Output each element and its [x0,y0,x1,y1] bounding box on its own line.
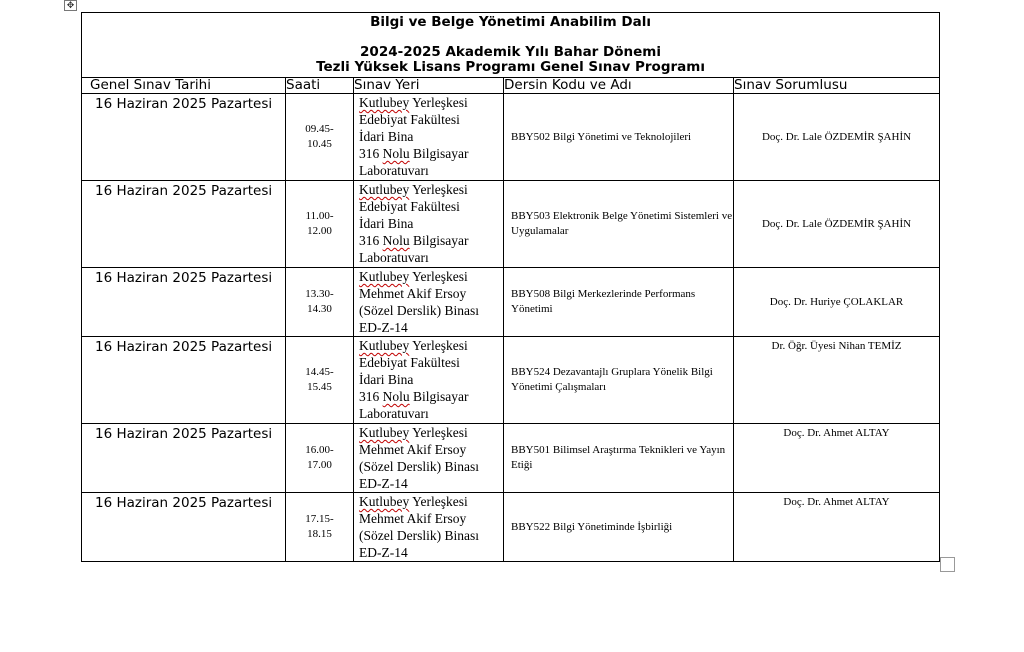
table-row [82,493,940,562]
place-line [359,424,503,441]
course-name: BBY522 Bilgi Yönetiminde İşbirliği [504,493,734,562]
program-title: Tezli Yüksek Lisans Programı Genel Sınav Programı [316,59,705,75]
exam-place [354,493,504,562]
place-line: İdari Bina [359,372,414,387]
exam-responsible: Doç. Dr. Ahmet ALTAY [734,424,940,493]
exam-date: 16 Haziran 2025 Pazartesi [82,181,286,268]
header-date: Genel Sınav Tarihi [82,78,286,94]
header-course: Dersin Kodu ve Adı [504,78,734,94]
place-line: ED-Z-14 [359,320,408,335]
place-line: Mehmet Akif Ersoy [359,511,467,526]
place-line: ED-Z-14 [359,476,408,491]
header-time: Saati [286,78,354,94]
department-title: Bilgi ve Belge Yönetimi Anabilim Dalı [370,14,651,30]
table-row [82,337,940,424]
time-start: 11.00- [305,210,334,222]
time-start: 17.15- [305,513,334,525]
place-text: Yerleşkesi [409,425,468,440]
exam-date: 16 Haziran 2025 Pazartesi [82,268,286,337]
title-row [82,13,940,78]
time-end: 10.45 [307,138,332,150]
course-name: BBY508 Bilgi Merkezlerinde Performans Yönetimi [504,268,734,337]
exam-time [286,493,354,562]
place-line [359,268,503,285]
exam-place [354,181,504,268]
spellcheck-word[interactable]: Kutlubey [359,425,410,440]
exam-schedule-table [81,12,940,562]
exam-place [354,337,504,424]
header-row [82,78,940,94]
place-text: Bilgisayar [409,146,469,161]
time-start: 16.00- [305,444,334,456]
place-text: Bilgisayar [409,389,469,404]
place-line: (Sözel Derslik) Binası [359,303,479,318]
exam-time [286,94,354,181]
place-line: Laboratuvarı [359,250,429,265]
spellcheck-word[interactable]: Kutlubey [359,182,410,197]
place-line [359,94,503,111]
time-end: 14.30 [307,303,332,315]
place-text: Yerleşkesi [409,182,468,197]
time-start: 14.45- [305,366,334,378]
place-text: Yerleşkesi [409,494,468,509]
place-text: 316 [359,233,383,248]
course-name: BBY501 Bilimsel Araştırma Teknikleri ve Yayın Etiği [504,424,734,493]
time-start: 13.30- [305,288,334,300]
exam-place [354,268,504,337]
header-responsible: Sınav Sorumlusu [734,78,940,94]
time-end: 18.15 [307,528,332,540]
table-move-handle-icon[interactable]: ✥ [64,0,77,11]
exam-time [286,424,354,493]
exam-date: 16 Haziran 2025 Pazartesi [82,424,286,493]
table-row [82,94,940,181]
place-text: Yerleşkesi [409,95,468,110]
exam-time [286,181,354,268]
spellcheck-word[interactable]: Kutlubey [359,338,410,353]
place-line: İdari Bina [359,216,414,231]
table-row [82,424,940,493]
place-line [359,181,503,198]
place-line: Mehmet Akif Ersoy [359,442,467,457]
time-start: 09.45- [305,123,334,135]
place-line: Laboratuvarı [359,406,429,421]
exam-responsible: Doç. Dr. Ahmet ALTAY [734,493,940,562]
place-line [359,145,503,162]
exam-time [286,337,354,424]
exam-responsible: Doç. Dr. Huriye ÇOLAKLAR [734,268,940,337]
spellcheck-word[interactable]: Kutlubey [359,95,410,110]
place-line: Edebiyat Fakültesi [359,112,460,127]
place-line: Edebiyat Fakültesi [359,355,460,370]
time-end: 17.00 [307,459,332,471]
exam-responsible: Dr. Öğr. Üyesi Nihan TEMİZ [734,337,940,424]
place-text: Yerleşkesi [409,338,468,353]
exam-responsible: Doç. Dr. Lale ÖZDEMİR ŞAHİN [734,94,940,181]
place-line: (Sözel Derslik) Binası [359,459,479,474]
spellcheck-word[interactable]: Kutlubey [359,494,410,509]
place-text: 316 [359,389,383,404]
spellcheck-word[interactable]: Nolu [382,389,410,404]
exam-place [354,94,504,181]
exam-responsible: Doç. Dr. Lale ÖZDEMİR ŞAHİN [734,181,940,268]
place-line: Mehmet Akif Ersoy [359,286,467,301]
place-text: 316 [359,146,383,161]
semester-title: 2024-2025 Akademik Yılı Bahar Dönemi [360,44,661,60]
table-resize-handle-icon[interactable] [940,557,955,572]
place-text: Bilgisayar [409,233,469,248]
exam-place [354,424,504,493]
header-place: Sınav Yeri [354,78,504,94]
place-line: ED-Z-14 [359,545,408,560]
exam-date: 16 Haziran 2025 Pazartesi [82,94,286,181]
place-line [359,232,503,249]
spellcheck-word[interactable]: Nolu [382,233,410,248]
spellcheck-word[interactable]: Nolu [382,146,410,161]
place-line: Edebiyat Fakültesi [359,199,460,214]
course-name: BBY503 Elektronik Belge Yönetimi Sistemleri ve Uygulamalar [504,181,734,268]
course-name: BBY524 Dezavantajlı Gruplara Yönelik Bilgi Yönetimi Çalışmaları [504,337,734,424]
place-text: Yerleşkesi [409,269,468,284]
place-line [359,493,503,510]
place-line [359,388,503,405]
time-end: 12.00 [307,225,332,237]
table-row [82,181,940,268]
exam-time [286,268,354,337]
exam-date: 16 Haziran 2025 Pazartesi [82,337,286,424]
exam-date: 16 Haziran 2025 Pazartesi [82,493,286,562]
place-line: Laboratuvarı [359,163,429,178]
place-line: (Sözel Derslik) Binası [359,528,479,543]
time-end: 15.45 [307,381,332,393]
table-row [82,268,940,337]
place-line [359,337,503,354]
place-line: İdari Bina [359,129,414,144]
spellcheck-word[interactable]: Kutlubey [359,269,410,284]
title-cell [82,13,940,78]
course-name: BBY502 Bilgi Yönetimi ve Teknolojileri [504,94,734,181]
